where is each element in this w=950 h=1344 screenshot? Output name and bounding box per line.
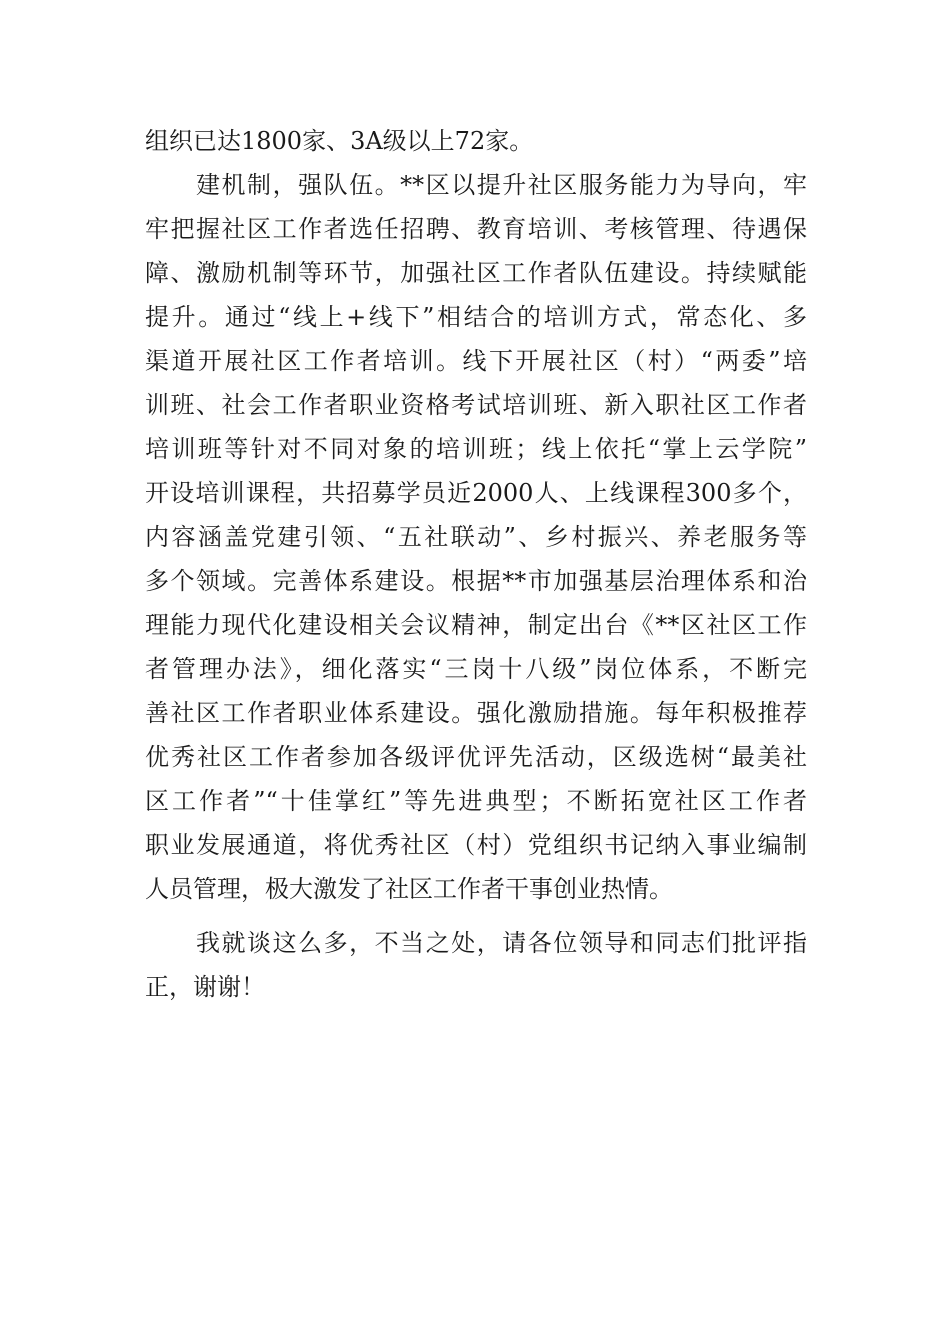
text-line: 者管理办法》，细化落实“三岗十八级”岗位体系，不断完	[145, 655, 807, 683]
text-line: 渠道开展社区工作者培训。线下开展社区（村）“两委”培	[145, 347, 807, 375]
text-line: 组织已达1800家、3A级以上72家。	[145, 127, 534, 155]
text-line: 人员管理，极大激发了社区工作者干事创业热情。	[145, 875, 673, 903]
text-line: 训班、社会工作者职业资格考试培训班、新入职社区工作者	[145, 391, 807, 419]
text-line: 牢把握社区工作者选任招聘、教育培训、考核管理、待遇保	[145, 215, 807, 243]
paragraph-start-line: 建机制，强队伍。**区以提升社区服务能力为导向，牢	[196, 171, 807, 199]
text-line: 障、激励机制等环节，加强社区工作者队伍建设。持续赋能	[145, 259, 807, 287]
text-line: 优秀社区工作者参加各级评优评先活动，区级选树“最美社	[145, 743, 807, 771]
paragraph-start-line: 我就谈这么多，不当之处，请各位领导和同志们批评指	[196, 929, 807, 957]
text-line: 善社区工作者职业体系建设。强化激励措施。每年积极推荐	[145, 699, 807, 727]
text-line: 培训班等针对不同对象的培训班；线上依托“掌上云学院”	[145, 435, 807, 463]
text-line: 区工作者”“十佳掌红”等先进典型；不断拓宽社区工作者	[145, 787, 807, 815]
text-line: 多个领域。完善体系建设。根据**市加强基层治理体系和治	[145, 567, 807, 595]
text-line: 内容涵盖党建引领、“五社联动”、乡村振兴、养老服务等	[145, 523, 807, 551]
text-line: 正，谢谢！	[145, 973, 265, 1001]
text-line: 提升。通过“线上+线下”相结合的培训方式，常态化、多	[145, 303, 807, 331]
text-line: 开设培训课程，共招募学员近2000人、上线课程300多个，	[145, 479, 807, 507]
text-line: 理能力现代化建设相关会议精神，制定出台《**区社区工作	[145, 611, 807, 639]
text-line: 职业发展通道，将优秀社区（村）党组织书记纳入事业编制	[145, 831, 807, 859]
